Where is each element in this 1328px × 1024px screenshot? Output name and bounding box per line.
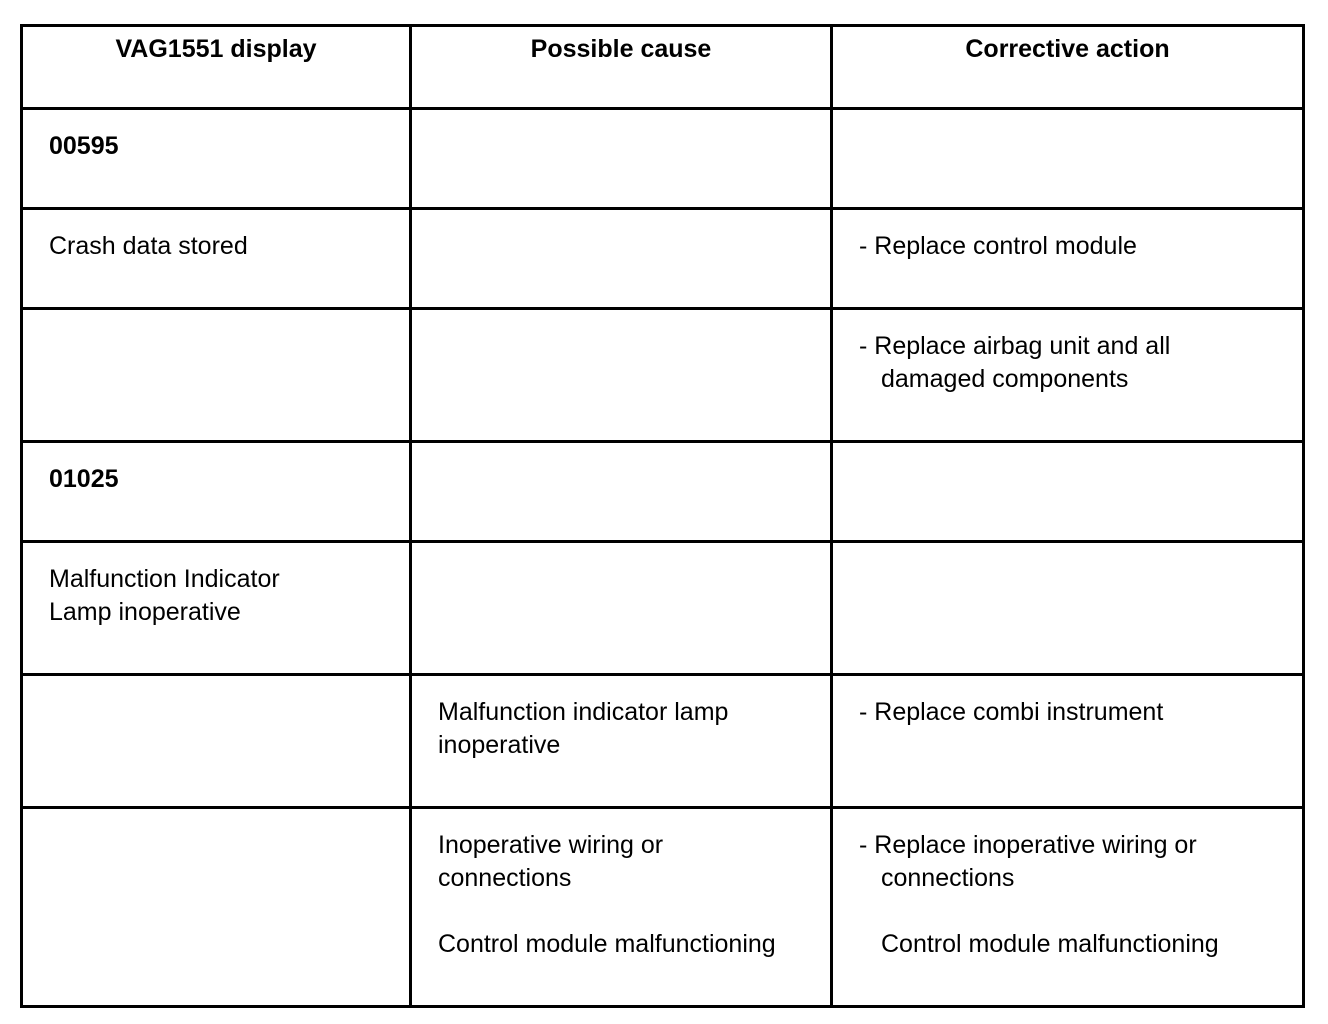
cause-cell <box>411 442 832 542</box>
action-cell <box>832 109 1304 209</box>
display-cell <box>22 442 411 542</box>
cause-line: Malfunction indicator lamp <box>438 698 729 726</box>
corrective-action: - Replace combi instrument <box>859 698 1164 726</box>
action-cell <box>832 542 1304 675</box>
header-display: VAG1551 display <box>22 26 411 109</box>
display-cell <box>22 808 411 1007</box>
table-row <box>22 209 1304 309</box>
table-row <box>22 542 1304 675</box>
table-row <box>22 675 1304 808</box>
table-row <box>22 109 1304 209</box>
table-row <box>22 309 1304 442</box>
table-row <box>22 808 1304 1007</box>
description-line: Lamp inoperative <box>49 598 241 626</box>
table-row <box>22 442 1304 542</box>
fault-code: 01025 <box>49 465 119 493</box>
cause-line: Control module malfunctioning <box>438 930 776 958</box>
header-action: Corrective action <box>832 26 1304 109</box>
display-cell <box>22 542 411 675</box>
description-line: Malfunction Indicator <box>49 565 280 593</box>
action-cell <box>832 309 1304 442</box>
cause-line: Inoperative wiring or <box>438 831 664 859</box>
cause-cell <box>411 675 832 808</box>
cause-line: connections <box>438 864 572 892</box>
cause-cell <box>411 309 832 442</box>
action-cell <box>832 675 1304 808</box>
action-cell <box>832 442 1304 542</box>
display-cell <box>22 109 411 209</box>
action-cell <box>832 209 1304 309</box>
corrective-action <box>833 310 1302 396</box>
corrective-action: - Replace control module <box>859 232 1137 260</box>
corrective-action <box>833 809 1302 961</box>
header-row <box>22 26 1304 109</box>
cause-cell <box>411 808 832 1007</box>
cause-cell <box>411 109 832 209</box>
possible-cause <box>412 676 830 762</box>
header-cause: Possible cause <box>411 26 832 109</box>
fault-code: 00595 <box>49 132 119 160</box>
cause-line: inoperative <box>438 731 561 759</box>
action-line: connections <box>881 864 1015 892</box>
action-line: - Replace inoperative wiring or <box>859 831 1197 859</box>
cause-cell <box>411 209 832 309</box>
display-cell <box>22 309 411 442</box>
action-line: damaged components <box>881 365 1129 393</box>
display-cell <box>22 209 411 309</box>
action-line: Control module malfunctioning <box>881 930 1219 958</box>
cause-cell <box>411 542 832 675</box>
display-cell <box>22 675 411 808</box>
fault-description <box>23 543 409 629</box>
possible-cause <box>412 809 830 961</box>
line-spacer <box>438 895 806 928</box>
fault-description: Crash data stored <box>49 232 248 260</box>
fault-table <box>20 24 1305 1008</box>
action-cell <box>832 808 1304 1007</box>
action-line: - Replace airbag unit and all <box>859 332 1171 360</box>
line-spacer <box>859 895 1278 928</box>
